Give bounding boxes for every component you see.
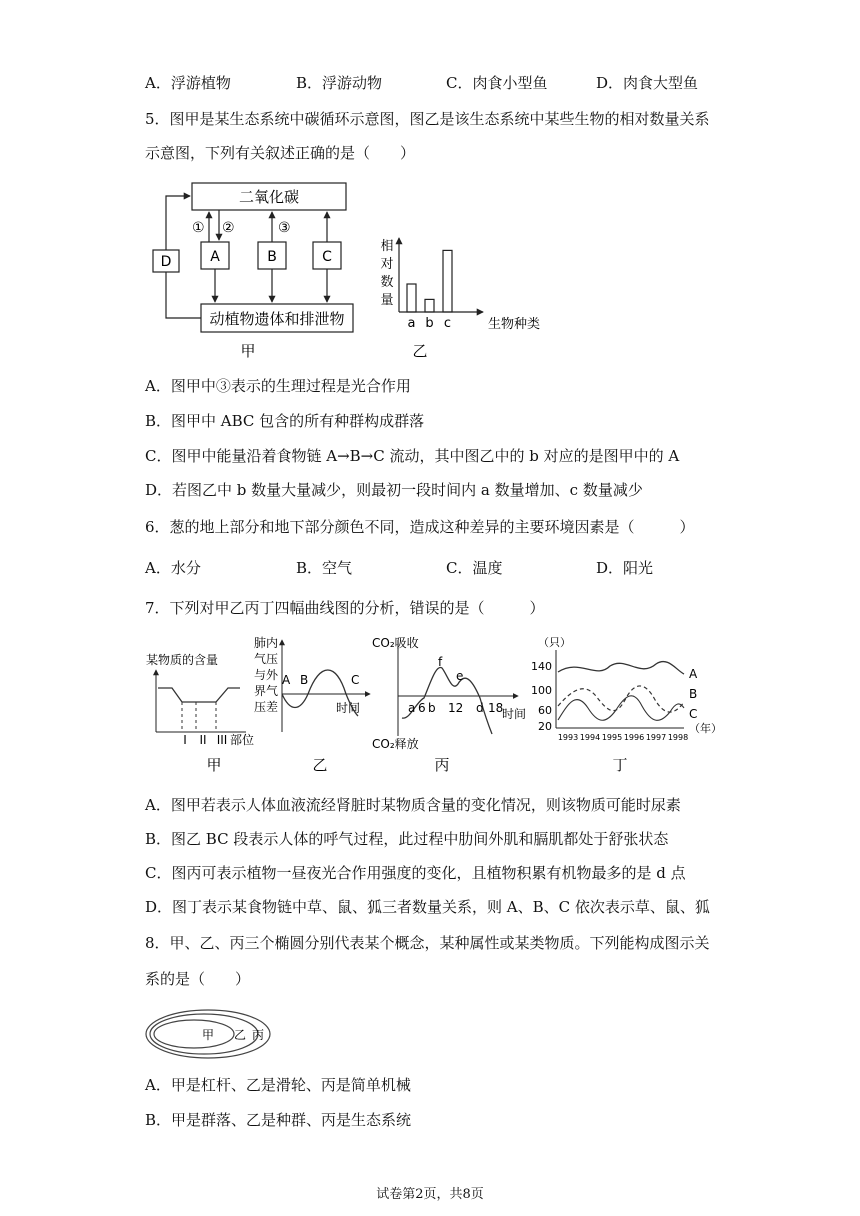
bar-c — [443, 250, 452, 312]
ding-series-b: B — [689, 687, 698, 701]
q4-option-a: A．浮游植物 — [145, 74, 231, 92]
q8-stem-line1: 8．甲、乙、丙三个椭圆分别代表某个概念，某种属性或某类物质。下列能构成图示关 — [145, 934, 710, 952]
box-b-label: B — [267, 249, 277, 265]
xlabel: 生物种类 — [488, 317, 541, 332]
bing-point-a: a — [408, 701, 416, 715]
ding-xtick-1994: 1994 — [579, 733, 601, 742]
ding-caption: 丁 — [612, 756, 628, 774]
ding-series-a: A — [689, 667, 698, 681]
ellipse-jia — [154, 1020, 234, 1048]
q8-stem-line2: 系的是（ ） — [145, 970, 251, 988]
box-d-label: D — [160, 254, 172, 270]
yi-ylabel-4: 界气 — [254, 684, 279, 698]
ding-ytick-140: 140 — [531, 660, 552, 673]
ellipse-label-bing: 丙 — [251, 1028, 265, 1042]
bing-point-e: e — [456, 669, 464, 683]
box-a-label: A — [210, 249, 220, 265]
mark-2: ② — [222, 220, 235, 236]
q8-option-b: B．甲是群落、乙是种群、丙是生态系统 — [145, 1111, 412, 1129]
q8-ellipse-diagram — [144, 1008, 284, 1060]
ylabel-char-3: 数 — [380, 275, 394, 290]
ylabel-char-2: 对 — [380, 257, 394, 272]
bing-tick-12: 12 — [448, 701, 464, 715]
yi-point-b: B — [300, 673, 309, 687]
jia-tick-1: I — [183, 733, 187, 747]
q5-stem-line1: 5．图甲是某生态系统中碳循环示意图，图乙是该生态系统中某些生物的相对数量关系 — [145, 110, 710, 128]
bing-xlabel: 时间 — [502, 707, 527, 721]
bing-point-f: f — [438, 655, 443, 669]
yi-ylabel-3: 与外 — [254, 668, 279, 682]
ding-ytick-100: 100 — [531, 684, 552, 697]
page-footer: 试卷第2页，共8页 — [376, 1187, 484, 1202]
bing-ytop: CO₂吸收 — [372, 636, 419, 650]
q5-option-b: B．图甲中 ABC 包含的所有种群构成群落 — [145, 412, 425, 430]
q6-stem: 6．葱的地上部分和地下部分颜色不同，造成这种差异的主要环境因素是（ ） — [145, 518, 695, 536]
ding-xtick-1995: 1995 — [601, 733, 623, 742]
graph-bing — [372, 635, 526, 774]
bar-a — [407, 284, 416, 312]
jia-tick-3: III — [216, 733, 228, 747]
ding-xtick-1996: 1996 — [623, 733, 645, 742]
yi-point-c: C — [351, 673, 360, 687]
fig-jia-caption: 甲 — [240, 342, 256, 360]
box-c-label: C — [322, 249, 332, 265]
yi-ylabel-2: 气压 — [254, 652, 279, 666]
bing-caption: 丙 — [434, 756, 450, 774]
q5-figures — [145, 178, 545, 364]
graph-jia — [146, 652, 254, 774]
jia-ylabel: 某物质的含量 — [146, 653, 219, 667]
bing-point-b: b — [428, 701, 436, 715]
ylabel-char-4: 量 — [380, 293, 394, 308]
ding-xtick-1998: 1998 — [667, 733, 689, 742]
yi-ylabel-5: 压差 — [254, 700, 279, 714]
q7-stem: 7．下列对甲乙丙丁四幅曲线图的分析，错误的是（ ） — [145, 599, 545, 617]
q5-option-c: C．图甲中能量沿着食物链 A→B→C 流动，其中图乙中的 b 对应的是图甲中的 A — [145, 447, 680, 465]
yi-caption: 乙 — [312, 756, 328, 774]
tick-c: c — [443, 316, 452, 331]
q5-option-d: D．若图乙中 b 数量大量减少，则最初一段时间内 a 数量增加、c 数量减少 — [145, 481, 643, 499]
q4-option-c: C．肉食小型鱼 — [446, 74, 548, 92]
q4-option-d: D．肉食大型鱼 — [596, 74, 699, 92]
bar-b — [425, 299, 434, 312]
ding-ytick-60: 60 — [538, 704, 552, 717]
ding-ytick-20: 20 — [538, 720, 552, 733]
q7-option-a: A．图甲若表示人体血液流经肾脏时某物质含量的变化情况，则该物质可能时尿素 — [145, 796, 681, 814]
q7-option-b: B．图乙 BC 段表示人体的呼气过程，此过程中肋间外肌和膈肌都处于舒张状态 — [145, 830, 669, 848]
tick-a: a — [407, 316, 416, 331]
q5-stem-line2: 示意图，下列有关叙述正确的是（ ） — [145, 144, 416, 162]
graph-yi — [254, 635, 370, 774]
mark-3: ③ — [278, 220, 291, 236]
q6-option-c: C．温度 — [446, 559, 503, 577]
ellipse-label-jia: 甲 — [201, 1028, 215, 1042]
ding-xtick-1993: 1993 — [557, 733, 579, 742]
yi-point-a: A — [282, 673, 291, 687]
relative-quantity-chart — [380, 238, 540, 360]
fig-yi-caption: 乙 — [412, 342, 428, 360]
q5-option-a: A．图甲中③表示的生理过程是光合作用 — [145, 377, 411, 395]
ding-xtick-1997: 1997 — [645, 733, 667, 742]
ding-xunit: （年） — [689, 722, 722, 735]
q6-option-a: A．水分 — [145, 559, 201, 577]
remains-label: 动植物遗体和排泄物 — [209, 310, 345, 328]
jia-caption: 甲 — [206, 756, 222, 774]
q6-option-b: B．空气 — [296, 559, 353, 577]
ding-yunit: （只） — [538, 636, 571, 649]
jia-xlabel: 部位 — [230, 733, 255, 747]
q7-option-d: D．图丁表示某食物链中草、鼠、狐三者数量关系，则 A、B、C 依次表示草、鼠、狐 — [145, 898, 710, 916]
jia-tick-2: II — [199, 733, 207, 747]
q6-option-d: D．阳光 — [596, 559, 654, 577]
ding-series-c: C — [689, 707, 698, 721]
graph-ding — [531, 636, 722, 774]
mark-1: ① — [192, 220, 205, 236]
bing-ybottom: CO₂释放 — [372, 737, 419, 751]
q4-option-b: B．浮游动物 — [296, 74, 383, 92]
q7-graphs — [140, 632, 730, 778]
ylabel-char-1: 相 — [380, 239, 394, 254]
bing-point-d: d — [476, 701, 484, 715]
co2-label: 二氧化碳 — [238, 188, 300, 206]
q8-option-a: A．甲是杠杆、乙是滑轮、丙是简单机械 — [145, 1076, 411, 1094]
bing-tick-6: 6 — [418, 701, 426, 715]
tick-b: b — [425, 316, 434, 331]
bing-tick-18: 18 — [488, 701, 504, 715]
q7-option-c: C．图丙可表示植物一昼夜光合作用强度的变化，且植物积累有机物最多的是 d 点 — [145, 864, 686, 882]
yi-ylabel-1: 肺内 — [254, 636, 279, 650]
yi-xlabel: 时间 — [336, 701, 361, 715]
ellipse-label-yi: 乙 — [233, 1028, 247, 1042]
